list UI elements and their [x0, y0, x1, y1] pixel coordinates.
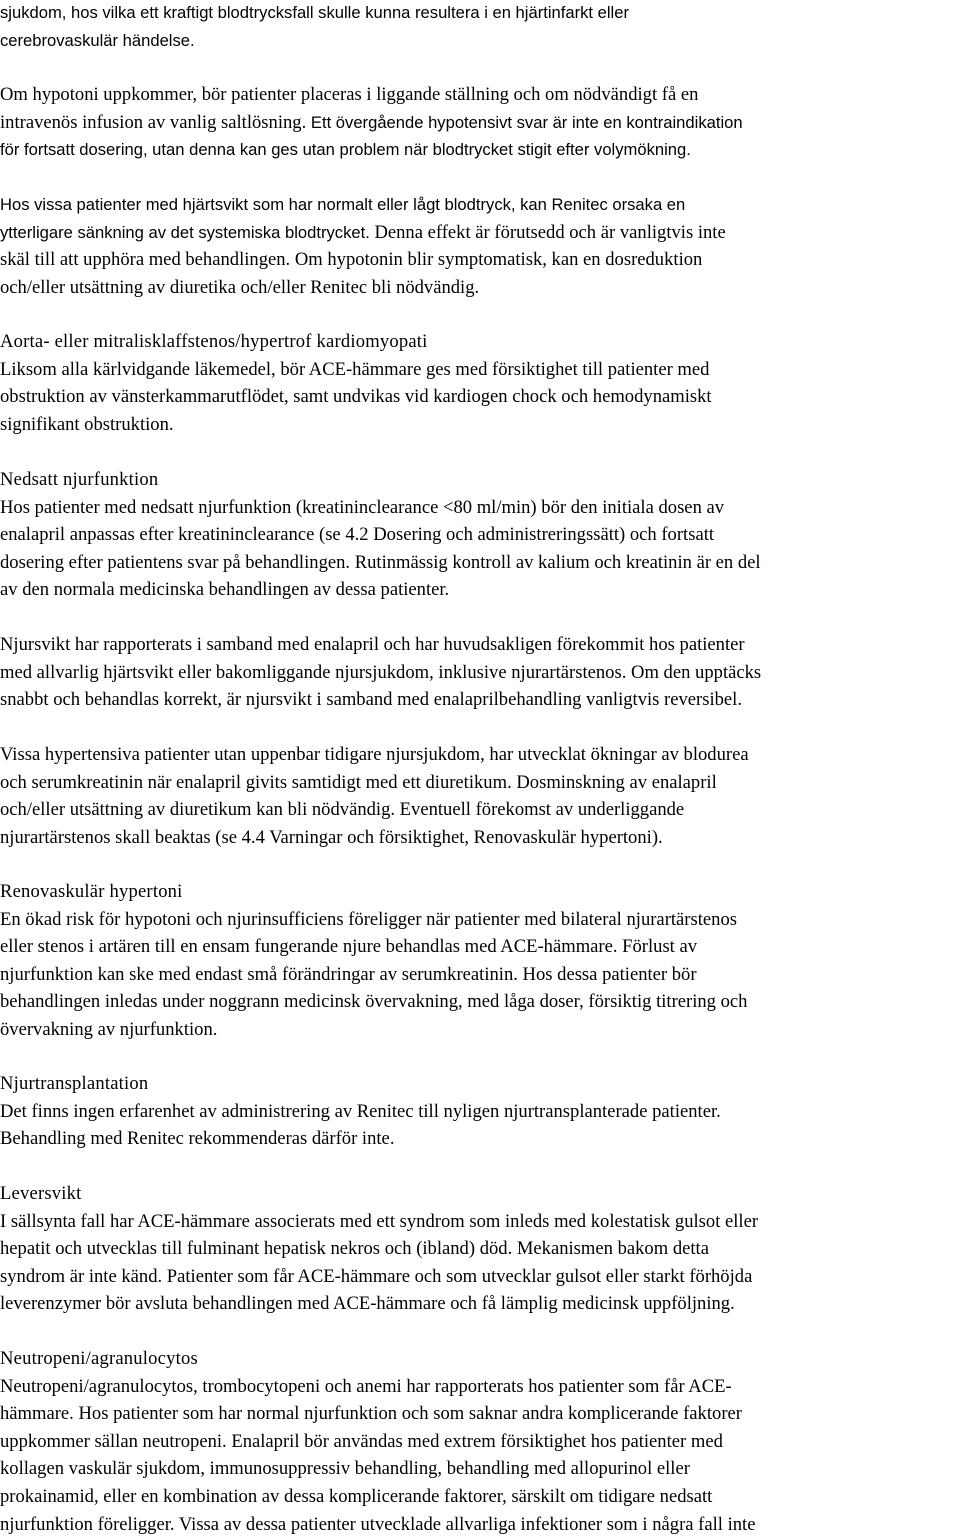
paragraph-hypotoni [0, 81, 743, 164]
text-run: dosering efter patientens svar på behandlingen. Rutinmässig kontroll av kalium och kreatinin är en del [0, 551, 761, 573]
text-run: Hos vissa patienter med hjärtsvikt som har normalt eller lågt blodtryck, kan Renitec orsaka en [0, 195, 686, 214]
text-line [0, 961, 747, 989]
text-line [0, 576, 761, 604]
text-line [0, 1235, 758, 1263]
text-run: Behandling med Renitec rekommenderas därför inte. [0, 1128, 395, 1150]
text-line [0, 906, 747, 934]
text-run: Njursvikt har rapporterats i samband med enalapril och har huvudsakligen förekommit hos patienter [0, 634, 745, 655]
text-line [0, 631, 761, 659]
text-run: Ett övergående hypotensivt svar är inte en kontraindikation [310, 112, 743, 132]
paragraph-hypertensiva-patienter [0, 741, 749, 851]
text-line [0, 796, 749, 824]
text-run: och/eller utsättning av diuretika och/eller Renitec bli nödvändig. [0, 276, 480, 298]
text-line [0, 383, 712, 411]
section-heading: Aorta- eller mitralisklaffstenos/hypertrof kardiomyopati [0, 331, 428, 352]
section-nedsatt-njurfunktion [0, 466, 761, 604]
text-run: signifikant obstruktion. [0, 413, 174, 435]
text-run: leverenzymer bör avsluta behandlingen med ACE-hämmare och få lämplig medicinsk uppföljning. [0, 1293, 735, 1315]
text-line [0, 933, 747, 961]
text-line [0, 1511, 755, 1538]
text-line [0, 411, 712, 439]
text-run: syndrom är inte känd. Patienter som får ACE-hämmare och som utvecklar gulsot eller starkt förhöjda [0, 1265, 753, 1287]
text-run: intravenös infusion av vanlig saltlösning. [0, 111, 311, 133]
text-line [0, 1483, 755, 1511]
text-run: ytterligare sänkning av det systemiska blodtrycket. [0, 222, 375, 242]
text-line [0, 81, 743, 109]
text-line [0, 549, 761, 577]
paragraph-intro-continued [0, 0, 629, 54]
text-run: obstruktion av vänsterkammarutflödet, samt undvikas vid kardiogen chock och hemodynamiskt [0, 386, 712, 408]
paragraph-njursvikt [0, 631, 761, 714]
text-run: enalapril anpassas efter kreatininclearance (se 4.2 Dosering och administreringssätt) och fortsatt [0, 524, 715, 546]
text-line [0, 0, 629, 27]
text-line [0, 1016, 747, 1044]
text-run: för fortsatt dosering, utan denna kan ges utan problem när blodtrycket stigit efter volymökning. [0, 140, 691, 160]
text-line [0, 988, 747, 1016]
text-run: I sällsynta fall har ACE-hämmare associerats med ett syndrom som inleds med kolestatisk gulsot eller [0, 1210, 759, 1232]
text-line [0, 1208, 758, 1236]
text-line [0, 521, 761, 549]
section-leversvikt [0, 1180, 758, 1318]
text-run: med allvarlig hjärtsvikt eller bakomliggande njursjukdom, inklusive njurartärstenos. Om den upptäcks [0, 661, 762, 683]
text-run: behandlingen inledas under noggrann medicinsk övervakning, med låga doser, försiktig titrering och [0, 991, 748, 1013]
text-line [0, 356, 712, 384]
text-line [0, 824, 749, 852]
section-heading: Nedsatt njurfunktion [0, 469, 159, 490]
text-line [0, 27, 629, 55]
text-run: skäl till att upphöra med behandlingen. Om hypotonin blir symptomatisk, kan en dosreduktion [0, 249, 703, 271]
text-line [0, 1373, 755, 1401]
text-run: Liksom alla kärlvidgande läkemedel, bör ACE-hämmare ges med försiktighet till patienter med [0, 358, 710, 380]
text-run: hepatit och utvecklas till fulminant hepatisk nekros och (ibland) död. Mekanismen bakom detta [0, 1238, 709, 1260]
text-line [0, 136, 743, 164]
text-run: av den normala medicinska behandlingen av dessa patienter. [0, 579, 450, 601]
text-run: cerebrovaskulär händelse. [0, 30, 195, 50]
section-aorta-mitralisklaffstenos [0, 328, 712, 438]
section-heading: Leversvikt [0, 1183, 82, 1204]
text-line [0, 1263, 758, 1291]
text-line [0, 686, 761, 714]
text-line [0, 1125, 721, 1153]
text-run: Vissa hypertensiva patienter utan uppenbar tidigare njursjukdom, har utvecklat ökningar av blodurea [0, 744, 749, 765]
text-line [0, 741, 749, 769]
text-run: och/eller utsättning av diuretikum kan bli nödvändig. Eventuell förekomst av underliggande [0, 799, 685, 821]
text-line [0, 219, 726, 247]
section-neutropeni-agranulocytos [0, 1345, 755, 1538]
paragraph-hjartsvikt [0, 191, 726, 301]
text-line [0, 1400, 755, 1428]
section-njurtransplantation [0, 1070, 721, 1153]
text-line [0, 1098, 721, 1126]
text-run: eller stenos i artären till en ensam fungerande njure behandlas med ACE-hämmare. Förlust av [0, 936, 698, 958]
text-run: övervakning av njurfunktion. [0, 1018, 218, 1040]
text-line [0, 1290, 758, 1318]
text-line [0, 494, 761, 522]
text-run: Denna effekt är förutsedd och är vanligtvis inte [374, 221, 726, 243]
text-run: En ökad risk för hypotoni och njurinsufficiens föreligger när patienter med bilateral njurartärstenos [0, 908, 737, 930]
text-line [0, 191, 726, 219]
text-line [0, 769, 749, 797]
text-run: Neutropeni/agranulocytos, trombocytopeni och anemi har rapporterats hos patienter som får ACE- [0, 1375, 732, 1397]
section-renovaskular-hypertoni [0, 878, 747, 1044]
section-heading: Renovaskulär hypertoni [0, 881, 183, 902]
section-heading: Neutropeni/agranulocytos [0, 1348, 198, 1369]
text-run: och serumkreatinin när enalapril givits samtidigt med ett diuretikum. Dosminskning av enalapril [0, 771, 717, 793]
text-run: kollagen vaskulär sjukdom, immunosuppressiv behandling, behandling med allopurinol eller [0, 1458, 690, 1480]
text-run: Det finns ingen erfarenhet av administrering av Renitec till nyligen njurtransplanterade patienter. [0, 1100, 721, 1122]
text-run: sjukdom, hos vilka ett kraftigt blodtrycksfall skulle kunna resultera i en hjärtinfarkt eller [0, 3, 629, 22]
text-line [0, 1428, 755, 1456]
text-run: snabbt och behandlas korrekt, är njursvikt i samband med enalaprilbehandling vanligtvis reversibel. [0, 689, 742, 711]
text-run: Om hypotoni uppkommer, bör patienter placeras i liggande ställning och om nödvändigt få en [0, 84, 699, 105]
section-heading: Njurtransplantation [0, 1073, 149, 1094]
text-run: njurartärstenos skall beaktas (se 4.4 Varningar och försiktighet, Renovaskulär hypertoni). [0, 826, 663, 848]
text-line [0, 246, 726, 274]
text-run: prokainamid, eller en kombination av dessa komplicerande faktorer, särskilt om tidigare nedsatt [0, 1485, 713, 1507]
text-run: Hos patienter med nedsatt njurfunktion (kreatininclearance <80 ml/min) bör den initiala dosen av [0, 496, 725, 518]
text-run: njurfunktion föreligger. Vissa av dessa patienter utvecklade allvarliga infektioner som i några fall inte [0, 1513, 756, 1535]
text-line [0, 274, 726, 302]
text-run: uppkommer sällan neutropeni. Enalapril bör användas med extrem försiktighet hos patienter med [0, 1430, 723, 1452]
text-run: hämmare. Hos patienter som har normal njurfunktion och som saknar andra komplicerande faktorer [0, 1403, 742, 1425]
text-run: njurfunktion kan ske med endast små förändringar av serumkreatinin. Hos dessa patienter bör [0, 963, 697, 985]
text-line [0, 659, 761, 687]
text-line [0, 109, 743, 137]
text-line [0, 1455, 755, 1483]
